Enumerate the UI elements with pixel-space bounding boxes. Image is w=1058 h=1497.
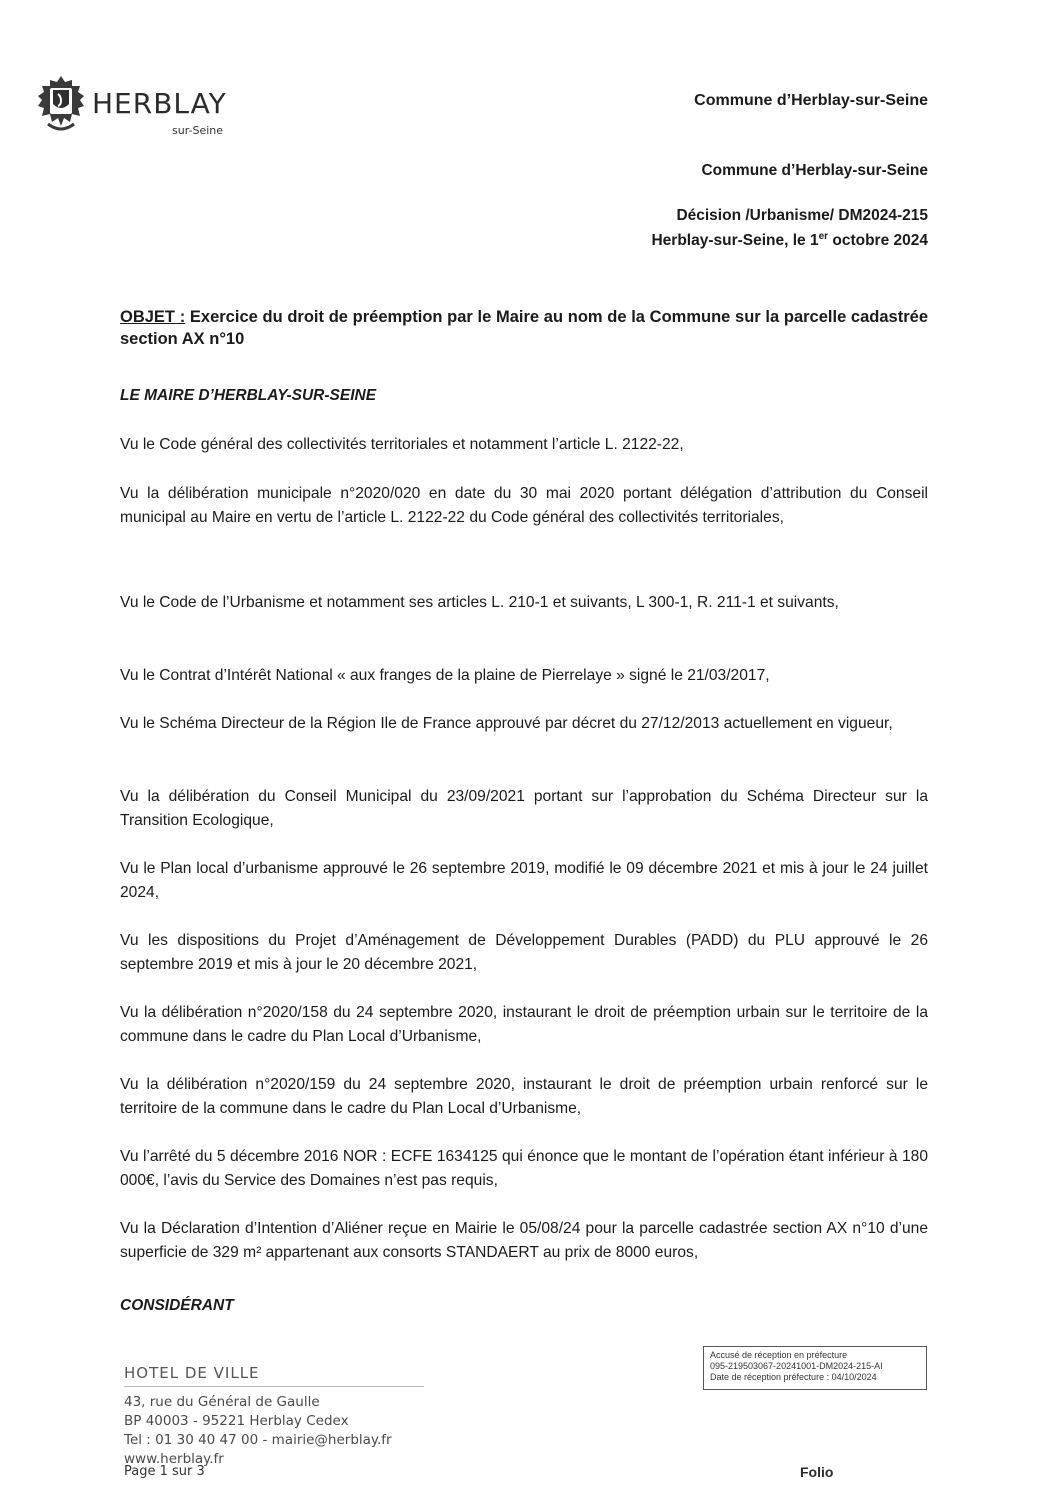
footer-website: www.herblay.fr (124, 1451, 224, 1467)
logo-wordmark: HERBLAY (92, 87, 227, 120)
logo-subtitle: sur-Seine (172, 124, 224, 137)
vu-paragraph: Vu le Contrat d’Intérêt National « aux franges de la plaine de Pierrelaye » signé le 21/03/2017, (120, 667, 770, 684)
page-number: Page 1 sur 3 (124, 1464, 205, 1479)
vu-paragraph: Vu le Code général des collectivités territoriales et notamment l’article L. 2122-22, (120, 436, 684, 453)
commune-header: Commune d’Herblay-sur-Seine (701, 162, 928, 179)
considerant-heading: CONSIDÉRANT (120, 1297, 234, 1314)
objet-label: OBJET : (120, 308, 186, 326)
footer-divider (124, 1386, 424, 1387)
prefecture-stamp (703, 1346, 927, 1390)
vu-paragraph: Vu l’arrêté du 5 décembre 2016 NOR : ECFE 1634125 qui énonce que le montant de l’opération étant inférieur à 180 000€, l’avis du Service des Domaines n’est pas requis, (120, 1148, 928, 1189)
date-superscript: er (818, 231, 829, 242)
objet-text: Exercice du droit de préemption par le Maire au nom de la Commune sur la parcelle cadastrée section AX n°10 (120, 308, 928, 348)
vu-paragraph: Vu le Plan local d’urbanisme approuvé le 26 septembre 2019, modifié le 09 décembre 2021 et mis à jour le 24 juillet 2024, (120, 860, 928, 901)
decision-date (651, 231, 928, 250)
vu-paragraph: Vu la délibération n°2020/159 du 24 septembre 2020, instaurant le droit de préemption urbain renforcé sur le territoire de la commune dans le cadre du Plan Local d’Urbanisme, (120, 1076, 928, 1117)
vu-paragraph: Vu la délibération du Conseil Municipal du 23/09/2021 portant sur l’approbation du Schéma Directeur sur la Transition Ecologique, (120, 788, 928, 829)
date-prefix: Herblay-sur-Seine, le 1 (651, 232, 819, 250)
herblay-logo (34, 74, 244, 144)
vu-paragraph: Vu le Schéma Directeur de la Région Ile de France approuvé par décret du 27/12/2013 actuellement en vigueur, (120, 715, 893, 732)
folio-label: Folio (800, 1464, 834, 1480)
vu-paragraph: Vu le Code de l’Urbanisme et notamment ses articles L. 210-1 et suivants, L 300-1, R. 211-1 et suivants, (120, 594, 839, 611)
vu-paragraph: Vu les dispositions du Projet d’Aménagement de Développement Durables (PADD) du PLU approuvé le 26 septembre 2019 et mis à jour le 20 décembre 2021, (120, 932, 928, 973)
maire-title: LE MAIRE D’HERBLAY-SUR-SEINE (120, 387, 377, 404)
commune-header-top: Commune d’Herblay-sur-Seine (694, 92, 928, 109)
stamp-line: Date de réception préfecture : 04/10/2024 (710, 1372, 877, 1382)
stamp-line: 095-219503067-20241001-DM2024-215-AI (710, 1361, 883, 1371)
coat-of-arms-icon (34, 74, 88, 136)
vu-paragraph: Vu la délibération n°2020/158 du 24 septembre 2020, instaurant le droit de préemption urbain sur le territoire de la commune dans le cadre du Plan Local d’Urbanisme, (120, 1004, 928, 1045)
footer-address (124, 1364, 454, 1469)
footer-title: HOTEL DE VILLE (124, 1364, 260, 1382)
vu-paragraph: Vu la délibération municipale n°2020/020 en date du 30 mai 2020 portant délégation d’attribution du Conseil municipal au Maire en vertu de l’article L. 2122-22 du Code général des collectivités territoriales, (120, 485, 928, 526)
footer-address-line: 43, rue du Général de Gaulle (124, 1394, 320, 1410)
objet-paragraph (120, 306, 928, 350)
date-suffix: octobre 2024 (828, 232, 928, 250)
decision-reference: Décision /Urbanisme/ DM2024-215 (676, 207, 928, 224)
stamp-line: Accusé de réception en préfecture (710, 1350, 848, 1360)
vu-paragraph: Vu la Déclaration d’Intention d’Aliéner reçue en Mairie le 05/08/24 pour la parcelle cadastrée section AX n°10 d’une superficie de 329 m² appartenant aux consorts STANDAERT au prix de 8000 euros, (120, 1220, 928, 1261)
footer-address-line: BP 40003 - 95221 Herblay Cedex (124, 1413, 349, 1429)
footer-contact: Tel : 01 30 40 47 00 - mairie@herblay.fr (124, 1432, 392, 1448)
